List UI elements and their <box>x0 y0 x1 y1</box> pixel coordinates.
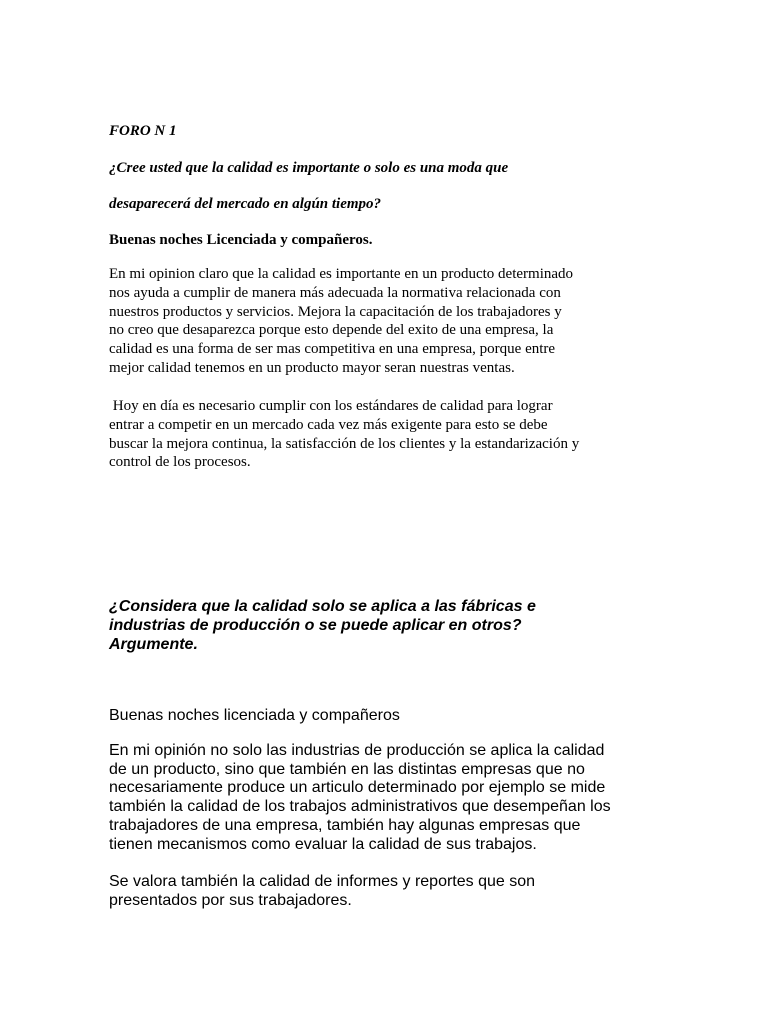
text-line: entrar a competir en un mercado cada vez más exigente para esto se debe <box>109 416 548 433</box>
text-line: nos ayuda a cumplir de manera más adecuada la normativa relacionada con <box>109 284 561 301</box>
text-line: mejor calidad tenemos en un producto mayor seran nuestras ventas. <box>109 359 515 376</box>
text-line: presentados por sus trabajadores. <box>109 891 352 909</box>
text-line: tienen mecanismos como evaluar la calidad de sus trabajos. <box>109 835 537 853</box>
document-title: FORO N 1 <box>109 123 177 139</box>
text-line: nuestros productos y servicios. Mejora la capacitación de los trabajadores y <box>109 303 562 320</box>
question1-line1: ¿Cree usted que la calidad es importante o solo es una moda que <box>109 160 509 176</box>
text-line: buscar la mejora continua, la satisfacción de los clientes y la estandarización y <box>109 435 580 452</box>
text-line: industrias de producción o se puede aplicar en otros? <box>109 617 522 634</box>
text-line: necesariamente produce un articulo determinado por ejemplo se mide <box>109 779 606 797</box>
question2 <box>109 597 579 654</box>
text-line: En mi opinión no solo las industrias de producción se aplica la calidad <box>109 742 605 759</box>
answer1-paragraph2 <box>109 397 669 472</box>
answer1-paragraph1 <box>109 265 669 378</box>
text-line: no creo que desaparezca porque esto depende del exito de una empresa, la <box>109 322 554 339</box>
text-line: En mi opinion claro que la calidad es importante en un producto determinado <box>109 266 574 282</box>
text-line: Se valora también la calidad de informes y reportes que son <box>109 873 536 890</box>
answer2-paragraph2 <box>109 873 659 910</box>
question1-line2: desaparecerá del mercado en algún tiempo? <box>109 196 382 212</box>
text-line: trabajadores de una empresa, también hay algunas empresas que <box>109 816 581 834</box>
answer2-greeting: Buenas noches licenciada y compañeros <box>109 707 400 724</box>
text-line: control de los procesos. <box>109 454 251 471</box>
text-line: Hoy en día es necesario cumplir con los estándares de calidad para lograr <box>109 398 553 414</box>
text-line: calidad es una forma de ser mas competitiva en una empresa, porque entre <box>109 341 556 358</box>
text-line: Argumente. <box>109 636 198 653</box>
answer2-paragraph1 <box>109 742 659 854</box>
text-line: ¿Considera que la calidad solo se aplica a las fábricas e <box>109 598 536 615</box>
answer1-greeting: Buenas noches Licenciada y compañeros. <box>109 232 373 248</box>
text-line: de un producto, sino que también en las distintas empresas que no <box>109 760 585 778</box>
text-line: también la calidad de los trabajos administrativos que desempeñan los <box>109 798 611 816</box>
